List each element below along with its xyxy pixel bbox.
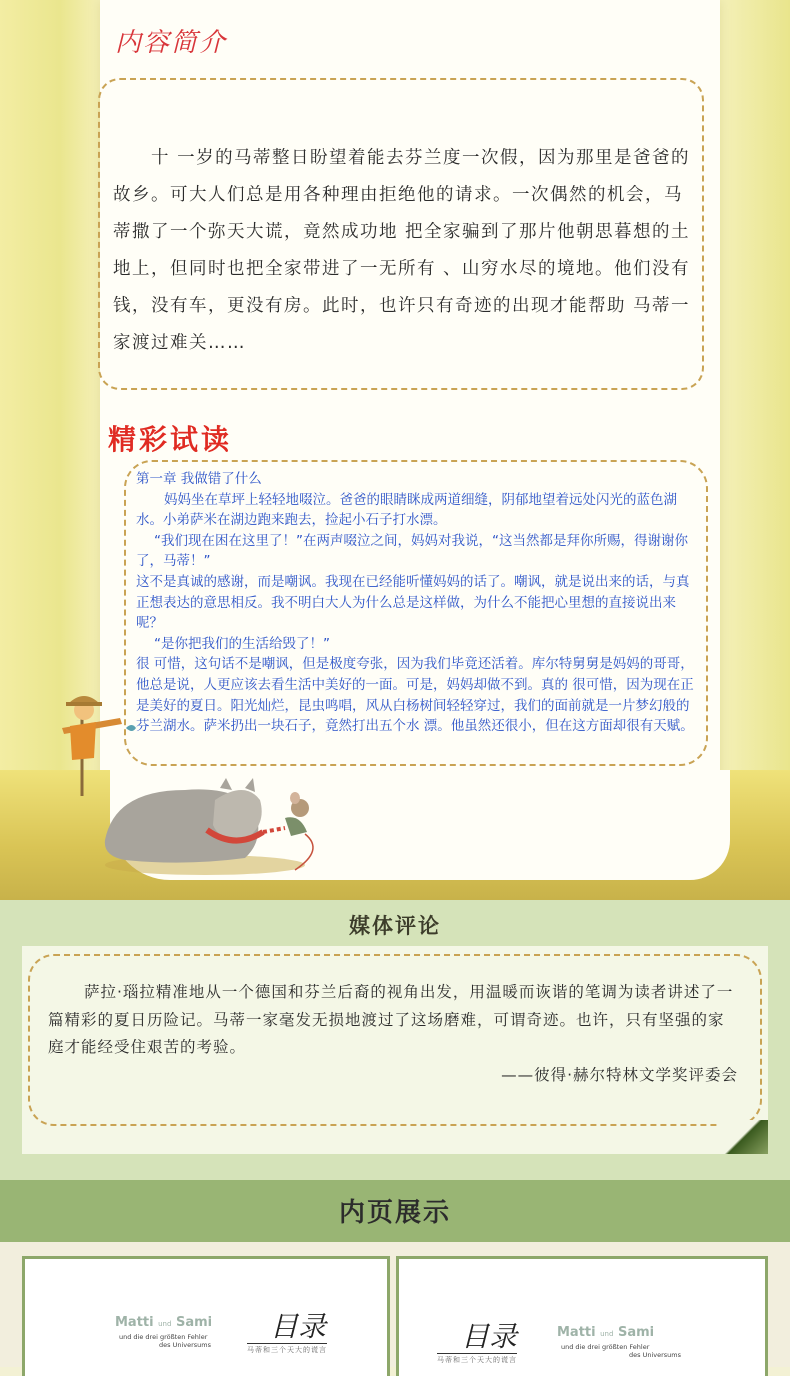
media-signature: ——彼得·赫尔特林文学奖评委会	[501, 1066, 738, 1084]
media-text	[48, 979, 740, 1062]
pages-title: 内页展示	[338, 1198, 451, 1228]
media-paragraph: 萨拉·瑙拉精准地从一个德国和芬兰后裔的视角出发，用温暖而诙谐的笔调为读者讲述了一篇精彩的夏日历险记。马蒂一家毫发无损地渡过了这场磨难，可谓奇迹。也许，只有坚强的家庭才能经受住艰苦的考验。	[48, 983, 734, 1056]
brand-subtitle-line: des Universums	[629, 1351, 682, 1359]
book-brand	[115, 1315, 212, 1330]
reading-paragraph: “我们现在困在这里了！”在两声啜泣之间，妈妈对我说，“这当然都是拜你所赐，得谢谢你了，马蒂！”	[136, 532, 688, 570]
page-corner-fold	[718, 1120, 768, 1154]
reading-title: 精彩试读	[108, 423, 233, 456]
brand-text: und	[158, 1320, 172, 1328]
reading-paragraph: 这不是真诚的感谢，而是嘲讽。我现在已经能听懂妈妈的话了。嘲讽，就是说出来的话，与真正想表达的意思相反。我不明白大人为什么总是这样做，为什么不能把心里想的直接说出来呢？	[136, 573, 690, 632]
brand-text: Matti	[557, 1325, 596, 1340]
brand-text: Sami	[617, 1325, 655, 1340]
intro-title: 内容简介	[115, 28, 228, 58]
brand-subtitle-line: des Universums	[159, 1341, 212, 1349]
reading-paragraph: 妈妈坐在草坪上轻轻地啜泣。爸爸的眼睛眯成两道细缝，阴郁地望着远处闪光的蓝色湖水。小弟萨米在湖边跑来跑去，捡起小石子打水漂。	[136, 491, 677, 529]
brand-subtitle-line: und die drei größten Fehler	[561, 1343, 650, 1351]
brand-text: und	[600, 1330, 614, 1338]
right-decor-band	[720, 0, 790, 900]
toc-subtitle: 马蒂和三个天大的谎言	[437, 1353, 517, 1365]
toc-title: 目录	[270, 1310, 327, 1343]
brand-subtitle	[119, 1333, 211, 1349]
reading-paragraph: “是你把我们的生活给毁了！”	[154, 635, 330, 652]
inner-page-right	[396, 1256, 768, 1376]
toc-title: 目录	[461, 1320, 518, 1353]
intro-text	[113, 140, 698, 362]
inner-page-left	[22, 1256, 390, 1376]
brand-text: Matti	[115, 1315, 154, 1330]
reading-paragraph: 很 可惜，这句话不是嘲讽，但是极度夸张，因为我们毕竟还活着。库尔特舅舅是妈妈的哥哥，他总是说，人更应该去看生活中美好的一面。可是，妈妈却做不到。真的 很可惜，因为现在正是美好的夏日。阳光灿烂，昆虫鸣唱，风从白杨树间轻轻穿过，我们的面前就是一片梦幻般的芬兰湖水。萨米扔出一块石子，竟然打出五个水 漂。他虽然还很小，但在这方面却很有天赋。	[136, 656, 694, 735]
media-title: 媒体评论	[349, 914, 441, 938]
chapter-title: 第一章 我做错了什么	[136, 471, 262, 487]
intro-paragraph: 十 一岁的马蒂整日盼望着能去芬兰度一次假，因为那里是爸爸的故乡。可大人们总是用各种理由拒绝他的请求。一次偶然的机会，马蒂撒了一个弥天大谎，竟然成功地 把全家骗到了那片他朝思暮想的土地上，但同时也把全家带进了一无所有 、山穷水尽的境地。他们没有钱，没有车，更没有房。此时，也许只有奇迹的出现才能帮助 马蒂一家渡过难关……	[113, 148, 691, 353]
reading-text	[136, 469, 702, 737]
brand-subtitle-line: und die drei größten Fehler	[119, 1333, 208, 1341]
brand-text: Sami	[175, 1315, 213, 1330]
cat-and-mouse-illustration	[95, 770, 335, 880]
book-brand	[557, 1325, 654, 1340]
toc-subtitle: 马蒂和三个天大的谎言	[247, 1343, 327, 1355]
brand-subtitle	[561, 1343, 681, 1359]
